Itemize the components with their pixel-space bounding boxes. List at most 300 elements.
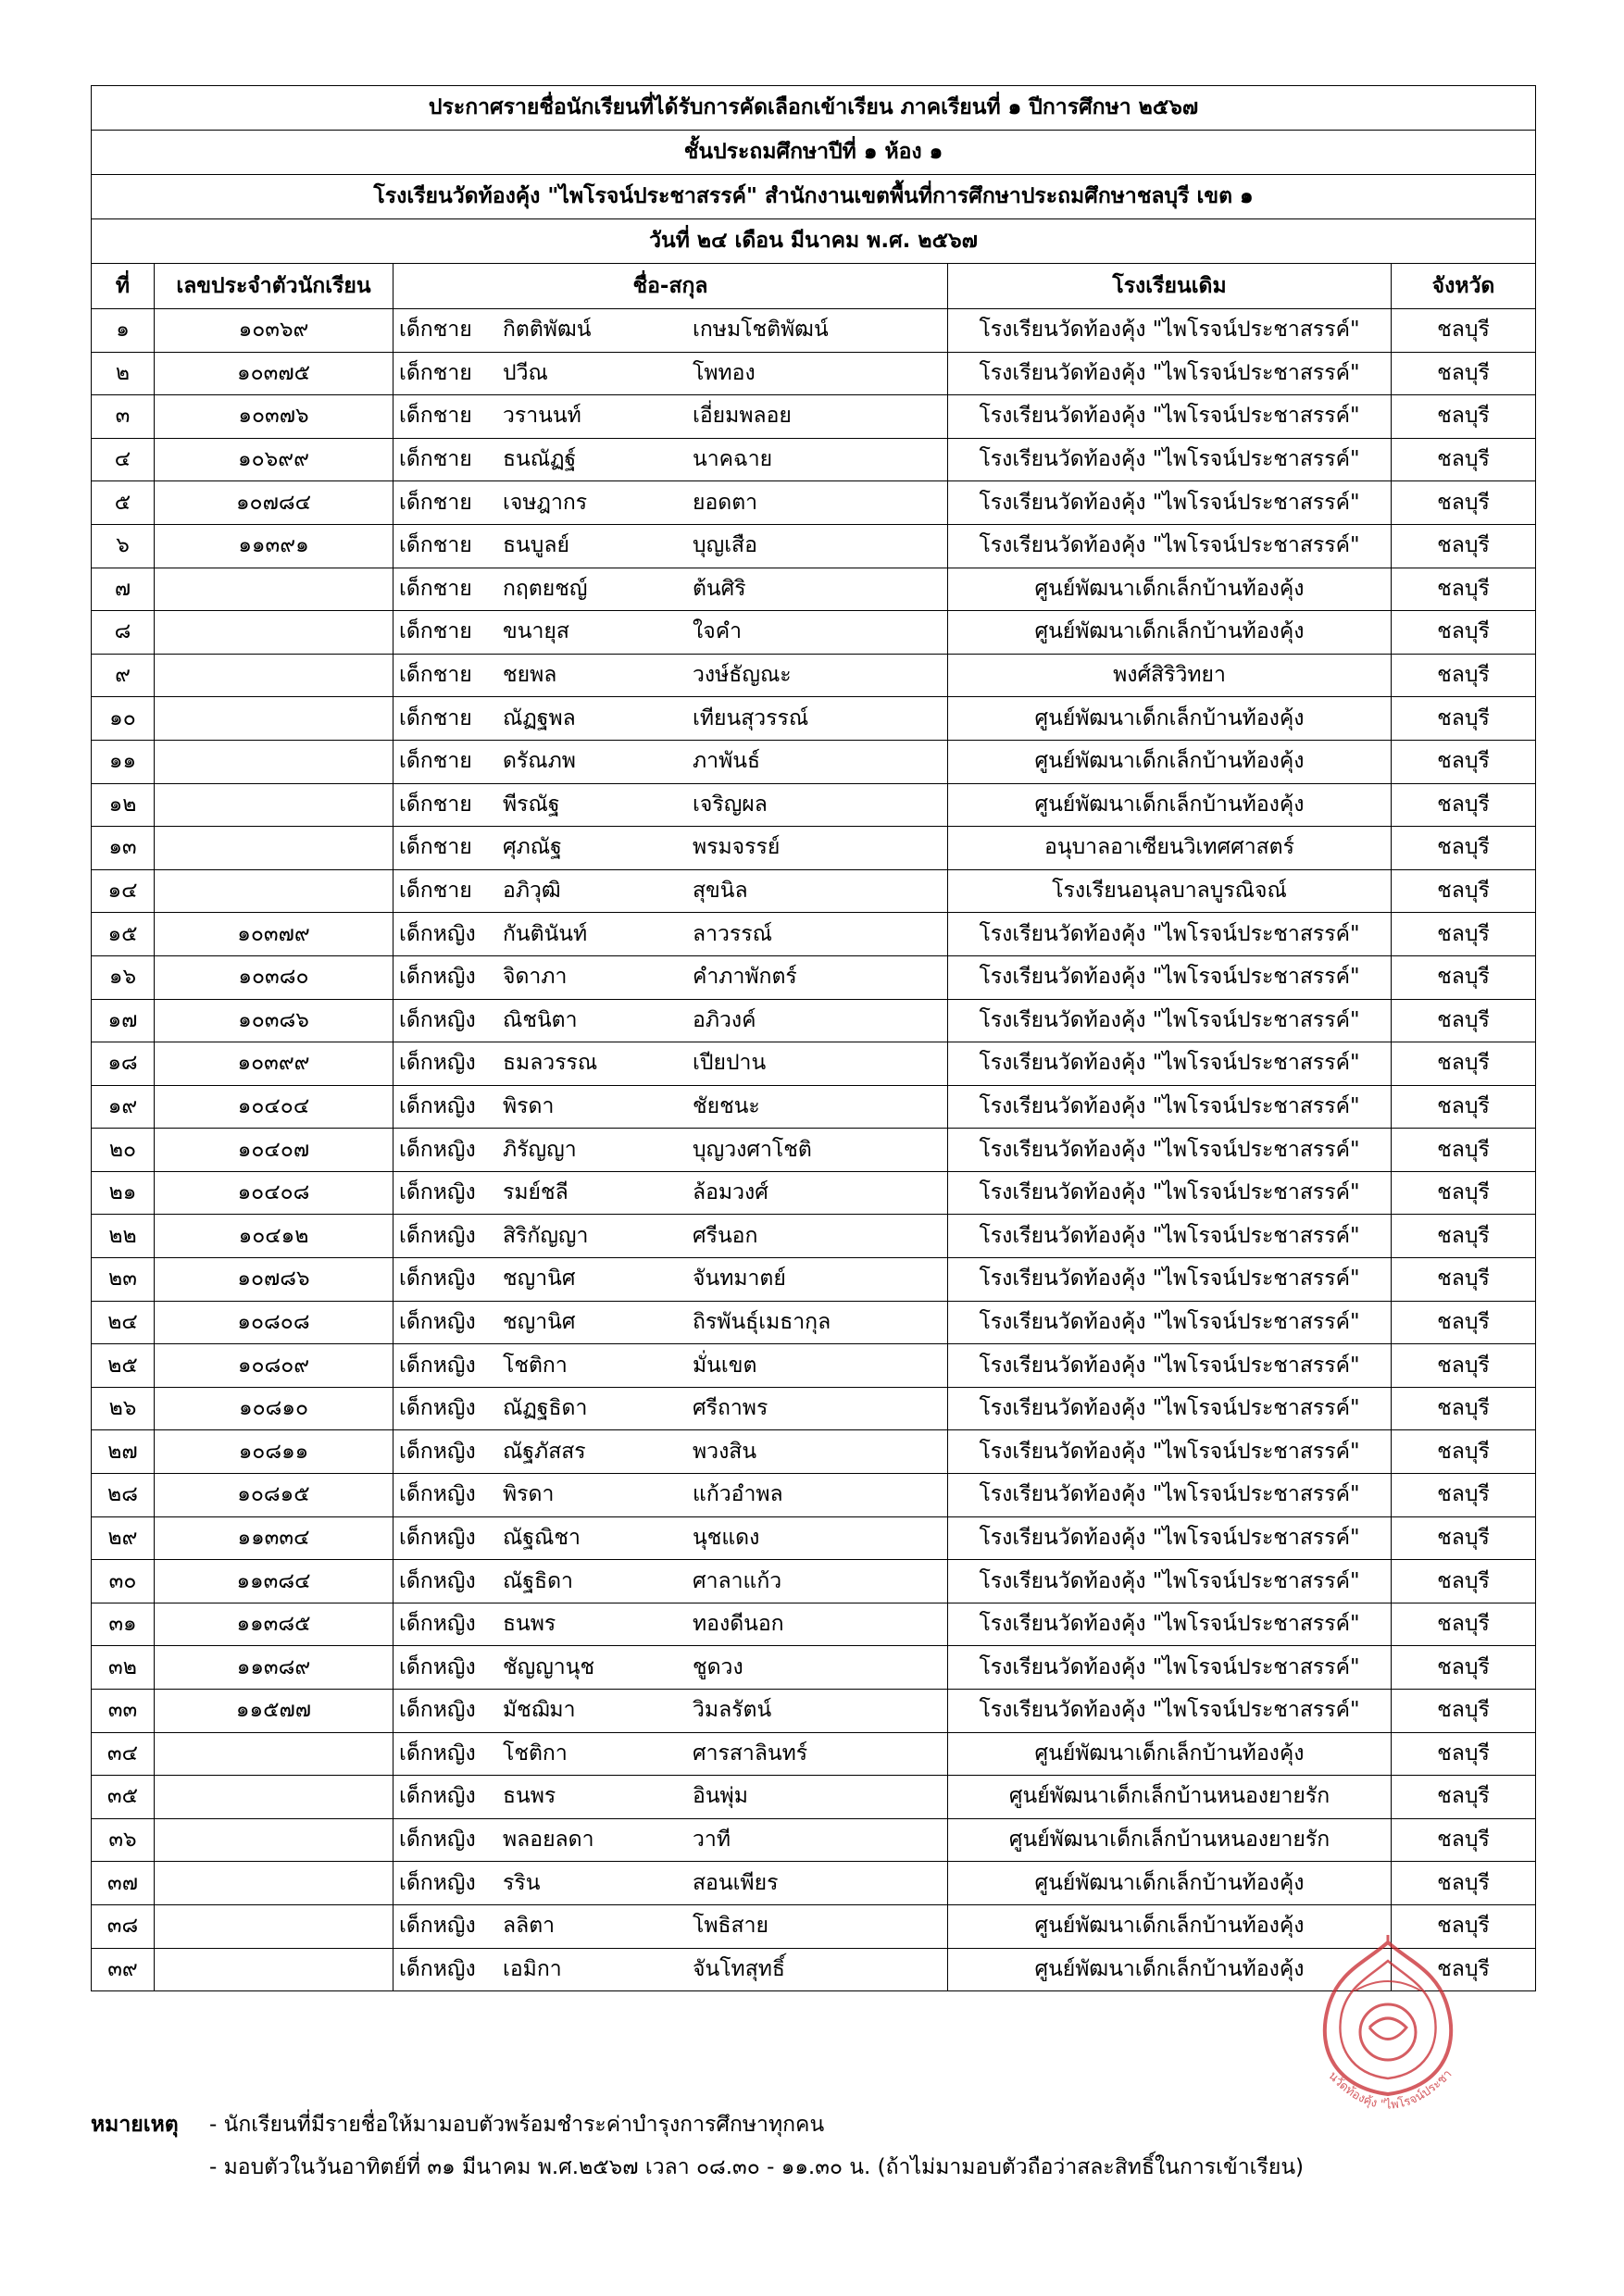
student-name [394,352,948,395]
last-name: ทองดีนอก [693,1612,784,1637]
student-id [155,1948,394,1991]
student-name [394,1474,948,1517]
student-name [394,1344,948,1388]
first-name: ชยพล [503,663,557,688]
table-row [92,611,1536,655]
student-name [394,1948,948,1991]
student-name [394,395,948,439]
previous-school: โรงเรียนวัดท้องคุ้ง "ไพโรจน์ประชาสรรค์" [948,1344,1392,1388]
table-row [92,1690,1536,1733]
first-name: พีรณัฐ [503,792,560,817]
last-name: โพทอง [693,360,756,385]
province: ชลบุรี [1392,1258,1536,1302]
table-row [92,697,1536,741]
table-row [92,1862,1536,1905]
student-id [155,654,394,697]
province: ชลบุรี [1392,697,1536,741]
student-id: ๑๐๔๐๘ [155,1171,394,1215]
student-name [394,524,948,568]
column-header-no: ที่ [92,264,155,309]
last-name: อินพุ่ม [693,1784,748,1809]
table-row [92,352,1536,395]
student-id: ๑๑๓๘๔ [155,1560,394,1603]
province: ชลบุรี [1392,524,1536,568]
province: ชลบุรี [1392,1516,1536,1560]
student-id: ๑๐๗๘๔ [155,481,394,525]
province: ชลบุรี [1392,481,1536,525]
first-name: ศุภณัฐ [503,835,562,860]
first-name: ณัฐภัสสร [503,1439,586,1464]
student-name [394,869,948,913]
student-name [394,1301,948,1344]
student-name [394,481,948,525]
name-prefix: เด็กชาย [399,663,472,688]
table-row [92,524,1536,568]
row-number: ๒๔ [92,1301,155,1344]
name-prefix: เด็กชาย [399,360,472,385]
row-number: ๒๕ [92,1344,155,1388]
table-row [92,1171,1536,1215]
previous-school: โรงเรียนวัดท้องคุ้ง "ไพโรจน์ประชาสรรค์" [948,395,1392,439]
row-number: ๓๗ [92,1862,155,1905]
first-name: สิริกัญญา [503,1223,589,1248]
student-id: ๑๐๓๖๙ [155,309,394,353]
previous-school: ศูนย์พัฒนาเด็กเล็กบ้านท้องคุ้ง [948,783,1392,827]
last-name: ชูดวง [693,1654,743,1679]
student-id: ๑๐๓๗๙ [155,913,394,956]
previous-school: โรงเรียนวัดท้องคุ้ง "ไพโรจน์ประชาสรรค์" [948,1690,1392,1733]
province: ชลบุรี [1392,568,1536,611]
previous-school: โรงเรียนวัดท้องคุ้ง "ไพโรจน์ประชาสรรค์" [948,524,1392,568]
school-seal-icon [1300,1935,1476,2129]
name-prefix: เด็กหญิง [399,1223,476,1248]
table-row [92,1129,1536,1172]
last-name: อภิวงค์ [693,1007,756,1032]
first-name: ณัฏฐพล [503,705,576,730]
student-id [155,1862,394,1905]
row-number: ๑๕ [92,913,155,956]
student-id [155,611,394,655]
previous-school: โรงเรียนวัดท้องคุ้ง "ไพโรจน์ประชาสรรค์" [948,309,1392,353]
first-name: ธนพร [503,1784,556,1809]
province: ชลบุรี [1392,1776,1536,1819]
table-row [92,395,1536,439]
student-id: ๑๐๔๐๔ [155,1085,394,1129]
student-id: ๑๐๘๑๕ [155,1474,394,1517]
last-name: ภาพันธ์ [693,749,760,774]
student-name [394,568,948,611]
province: ชลบุรี [1392,1603,1536,1646]
table-row [92,1732,1536,1776]
first-name: ชญานิศ [503,1309,576,1334]
student-name [394,955,948,999]
province: ชลบุรี [1392,783,1536,827]
previous-school: ศูนย์พัฒนาเด็กเล็กบ้านหนองยายรัก [948,1776,1392,1819]
column-header-student-id: เลขประจำตัวนักเรียน [155,264,394,309]
row-number: ๑๙ [92,1085,155,1129]
first-name: ธนบูลย์ [503,533,569,558]
last-name: ใจคำ [693,619,743,644]
province: ชลบุรี [1392,955,1536,999]
name-prefix: เด็กหญิง [399,1267,476,1292]
row-number: ๓๘ [92,1904,155,1948]
province: ชลบุรี [1392,1387,1536,1430]
name-prefix: เด็กหญิง [399,1525,476,1550]
last-name: สุขนิล [693,879,748,904]
last-name: พวงสิน [693,1439,757,1464]
previous-school: โรงเรียนวัดท้องคุ้ง "ไพโรจน์ประชาสรรค์" [948,352,1392,395]
previous-school: โรงเรียนวัดท้องคุ้ง "ไพโรจน์ประชาสรรค์" [948,1474,1392,1517]
student-id: ๑๑๓๓๔ [155,1516,394,1560]
first-name: มัชฌิมา [503,1698,576,1723]
student-name [394,1646,948,1690]
first-name: ณัฏฐธิดา [503,1396,588,1421]
student-id [155,827,394,870]
row-number: ๓๓ [92,1690,155,1733]
table-row [92,1301,1536,1344]
province: ชลบุรี [1392,1690,1536,1733]
column-header-previous-school: โรงเรียนเดิม [948,264,1392,309]
province: ชลบุรี [1392,1862,1536,1905]
student-id [155,1732,394,1776]
last-name: วงษ์ธัญณะ [693,663,792,688]
table-row [92,1387,1536,1430]
student-id [155,1818,394,1862]
table-row [92,1560,1536,1603]
class-level: ชั้นประถมศึกษาปีที่ ๑ ห้อง ๑ [92,131,1536,175]
first-name: ลลิตา [503,1914,556,1939]
name-prefix: เด็กหญิง [399,1870,476,1895]
name-prefix: เด็กหญิง [399,1956,476,1981]
student-name [394,654,948,697]
name-prefix: เด็กชาย [399,318,472,343]
last-name: บุญวงศาโชติ [693,1137,812,1162]
student-id: ๑๐๓๙๙ [155,1042,394,1086]
student-id: ๑๐๘๑๐ [155,1387,394,1430]
name-prefix: เด็กชาย [399,749,472,774]
province: ชลบุรี [1392,1042,1536,1086]
previous-school: ศูนย์พัฒนาเด็กเล็กบ้านท้องคุ้ง [948,1904,1392,1948]
previous-school: โรงเรียนวัดท้องคุ้ง "ไพโรจน์ประชาสรรค์" [948,1215,1392,1258]
table-row [92,1430,1536,1474]
previous-school: ศูนย์พัฒนาเด็กเล็กบ้านท้องคุ้ง [948,1948,1392,1991]
previous-school: โรงเรียนวัดท้องคุ้ง "ไพโรจน์ประชาสรรค์" [948,481,1392,525]
student-id: ๑๐๓๘๖ [155,999,394,1042]
student-id [155,783,394,827]
table-row [92,1776,1536,1819]
previous-school: โรงเรียนวัดท้องคุ้ง "ไพโรจน์ประชาสรรค์" [948,1042,1392,1086]
note-line-1: - นักเรียนที่มีรายชื่อให้มามอบตัวพร้อมชำระค่าบำรุงการศึกษาทุกคน [209,2112,825,2137]
last-name: จันทมาตย์ [693,1267,786,1292]
last-name: แก้วอำพล [693,1482,783,1507]
name-prefix: เด็กหญิง [399,1093,476,1118]
student-id [155,740,394,783]
student-name [394,1171,948,1215]
row-number: ๗ [92,568,155,611]
table-row [92,1085,1536,1129]
name-prefix: เด็กหญิง [399,1051,476,1076]
previous-school: โรงเรียนวัดท้องคุ้ง "ไพโรจน์ประชาสรรค์" [948,1516,1392,1560]
row-number: ๒๒ [92,1215,155,1258]
table-row [92,913,1536,956]
previous-school: โรงเรียนวัดท้องคุ้ง "ไพโรจน์ประชาสรรค์" [948,438,1392,481]
last-name: นุชแดง [693,1525,760,1550]
table-row [92,1516,1536,1560]
row-number: ๒๙ [92,1516,155,1560]
student-id: ๑๐๓๘๐ [155,955,394,999]
table-row [92,955,1536,999]
table-row [92,740,1536,783]
first-name: ณัฐณิชา [503,1525,581,1550]
table-row [92,1258,1536,1302]
first-name: ชัญญานุช [503,1654,595,1679]
province: ชลบุรี [1392,1171,1536,1215]
last-name: ยอดตา [693,490,758,515]
province: ชลบุรี [1392,1948,1536,1991]
row-number: ๑ [92,309,155,353]
table-row [92,1818,1536,1862]
student-name [394,1085,948,1129]
name-prefix: เด็กชาย [399,619,472,644]
previous-school: โรงเรียนวัดท้องคุ้ง "ไพโรจน์ประชาสรรค์" [948,1646,1392,1690]
previous-school: โรงเรียนวัดท้องคุ้ง "ไพโรจน์ประชาสรรค์" [948,1085,1392,1129]
previous-school: ศูนย์พัฒนาเด็กเล็กบ้านท้องคุ้ง [948,611,1392,655]
previous-school: โรงเรียนวัดท้องคุ้ง "ไพโรจน์ประชาสรรค์" [948,1387,1392,1430]
row-number: ๖ [92,524,155,568]
province: ชลบุรี [1392,1129,1536,1172]
row-number: ๑๓ [92,827,155,870]
student-name [394,1430,948,1474]
student-name [394,1732,948,1776]
province: ชลบุรี [1392,1904,1536,1948]
student-id: ๑๐๗๘๖ [155,1258,394,1302]
last-name: ศรีถาพร [693,1396,768,1421]
first-name: รมย์ชลี [503,1180,568,1205]
student-id [155,697,394,741]
row-number: ๓๑ [92,1603,155,1646]
last-name: เอี่ยมพลอย [693,404,792,429]
table-row [92,827,1536,870]
table-row [92,1344,1536,1388]
student-id: ๑๑๓๙๑ [155,524,394,568]
previous-school: โรงเรียนวัดท้องคุ้ง "ไพโรจน์ประชาสรรค์" [948,1430,1392,1474]
notes-label: หมายเหตุ [91,2112,179,2137]
first-name: ณิชนิตา [503,1007,578,1032]
first-name: อภิวุฒิ [503,879,561,904]
previous-school: พงศ์สิริวิทยา [948,654,1392,697]
announcement-sheet [91,85,1535,1991]
table-row [92,568,1536,611]
row-number: ๓๕ [92,1776,155,1819]
name-prefix: เด็กหญิง [399,1137,476,1162]
previous-school: โรงเรียนวัดท้องคุ้ง "ไพโรจน์ประชาสรรค์" [948,1560,1392,1603]
province: ชลบุรี [1392,438,1536,481]
last-name: โพธิสาย [693,1914,768,1939]
last-name: เทียนสุวรรณ์ [693,705,809,730]
name-prefix: เด็กชาย [399,879,472,904]
row-number: ๑๘ [92,1042,155,1086]
student-table [91,85,1536,1991]
name-prefix: เด็กชาย [399,533,472,558]
student-name [394,827,948,870]
province: ชลบุรี [1392,1301,1536,1344]
previous-school: ศูนย์พัฒนาเด็กเล็กบ้านท้องคุ้ง [948,1862,1392,1905]
first-name: พิรดา [503,1093,555,1118]
previous-school: ศูนย์พัฒนาเด็กเล็กบ้านหนองยายรัก [948,1818,1392,1862]
student-id [155,1776,394,1819]
previous-school: ศูนย์พัฒนาเด็กเล็กบ้านท้องคุ้ง [948,697,1392,741]
student-id: ๑๐๔๐๗ [155,1129,394,1172]
student-id: ๑๐๘๐๙ [155,1344,394,1388]
previous-school: โรงเรียนวัดท้องคุ้ง "ไพโรจน์ประชาสรรค์" [948,1258,1392,1302]
row-number: ๘ [92,611,155,655]
province: ชลบุรี [1392,913,1536,956]
last-name: ต้นศิริ [693,576,746,601]
name-prefix: เด็กหญิง [399,1612,476,1637]
table-row [92,1646,1536,1690]
first-name: ดรัณภพ [503,749,576,774]
first-name: พิรดา [503,1482,555,1507]
row-number: ๒๐ [92,1129,155,1172]
previous-school: โรงเรียนวัดท้องคุ้ง "ไพโรจน์ประชาสรรค์" [948,955,1392,999]
student-name [394,309,948,353]
table-row [92,1603,1536,1646]
name-prefix: เด็กชาย [399,792,472,817]
row-number: ๔ [92,438,155,481]
last-name: พรมจรรย์ [693,835,781,860]
province: ชลบุรี [1392,352,1536,395]
province: ชลบุรี [1392,309,1536,353]
student-name [394,1818,948,1862]
row-number: ๙ [92,654,155,697]
last-name: จันโทสุทธิ์ [693,1956,785,1981]
last-name: ชัยชนะ [693,1093,760,1118]
student-name [394,1560,948,1603]
first-name: ธนพร [503,1612,556,1637]
first-name: โชติกา [503,1353,568,1378]
province: ชลบุรี [1392,1646,1536,1690]
province: ชลบุรี [1392,1732,1536,1776]
row-number: ๓๖ [92,1818,155,1862]
name-prefix: เด็กหญิง [399,1698,476,1723]
name-prefix: เด็กชาย [399,447,472,472]
last-name: บุญเสือ [693,533,757,558]
student-id: ๑๑๕๗๗ [155,1690,394,1733]
student-name [394,1042,948,1086]
name-prefix: เด็กหญิง [399,1784,476,1809]
row-number: ๓๒ [92,1646,155,1690]
note-line-2: - มอบตัวในวันอาทิตย์ที่ ๓๑ มีนาคม พ.ศ.๒๕๖๗ เวลา ๐๘.๓๐ - ๑๑.๓๐ น. (ถ้าไม่มามอบตัวถือว่าสละสิทธิ์ในการเข้าเรียน) [209,2154,1305,2179]
student-name [394,913,948,956]
province: ชลบุรี [1392,1560,1536,1603]
student-name [394,1258,948,1302]
row-number: ๕ [92,481,155,525]
student-name [394,1690,948,1733]
last-name: เจริญผล [693,792,768,817]
student-name [394,697,948,741]
previous-school: โรงเรียนวัดท้องคุ้ง "ไพโรจน์ประชาสรรค์" [948,1171,1392,1215]
notes-section [91,2103,1304,2189]
student-id: ๑๐๔๑๒ [155,1215,394,1258]
first-name: ปวีณ [503,360,548,385]
name-prefix: เด็กหญิง [399,921,476,946]
name-prefix: เด็กหญิง [399,965,476,990]
province: ชลบุรี [1392,740,1536,783]
student-name [394,1516,948,1560]
first-name: พลอยลดา [503,1828,594,1853]
student-id [155,1904,394,1948]
student-id: ๑๑๓๘๕ [155,1603,394,1646]
previous-school: ศูนย์พัฒนาเด็กเล็กบ้านท้องคุ้ง [948,740,1392,783]
province: ชลบุรี [1392,1474,1536,1517]
student-name [394,999,948,1042]
province: ชลบุรี [1392,999,1536,1042]
name-prefix: เด็กหญิง [399,1568,476,1593]
last-name: ศาลาแก้ว [693,1568,782,1593]
student-id: ๑๐๓๗๕ [155,352,394,395]
name-prefix: เด็กหญิง [399,1741,476,1766]
row-number: ๑๖ [92,955,155,999]
province: ชลบุรี [1392,1215,1536,1258]
previous-school: โรงเรียนวัดท้องคุ้ง "ไพโรจน์ประชาสรรค์" [948,1129,1392,1172]
first-name: กิตติพัฒน์ [503,318,592,343]
table-row [92,1474,1536,1517]
last-name: เกษมโชติพัฒน์ [693,318,829,343]
student-id [155,568,394,611]
student-id: ๑๐๘๑๑ [155,1430,394,1474]
student-name [394,1215,948,1258]
previous-school: โรงเรียนวัดท้องคุ้ง "ไพโรจน์ประชาสรรค์" [948,999,1392,1042]
first-name: ธมลวรรณ [503,1051,598,1076]
table-row [92,438,1536,481]
student-name [394,783,948,827]
last-name: ถิรพันธุ์เมธากุล [693,1309,831,1334]
row-number: ๓๐ [92,1560,155,1603]
name-prefix: เด็กหญิง [399,1828,476,1853]
previous-school: ศูนย์พัฒนาเด็กเล็กบ้านท้องคุ้ง [948,568,1392,611]
student-name [394,438,948,481]
name-prefix: เด็กชาย [399,490,472,515]
first-name: กันตินันท์ [503,921,588,946]
student-name [394,1862,948,1905]
last-name: ล้อมวงศ์ [693,1180,768,1205]
last-name: ลาวรรณ์ [693,921,772,946]
column-header-name: ชื่อ-สกุล [394,264,948,309]
table-row [92,869,1536,913]
province: ชลบุรี [1392,869,1536,913]
student-name [394,1776,948,1819]
first-name: รริน [503,1870,541,1895]
last-name: เปียปาน [693,1051,767,1076]
row-number: ๒ [92,352,155,395]
province: ชลบุรี [1392,827,1536,870]
province: ชลบุรี [1392,611,1536,655]
previous-school: โรงเรียนวัดท้องคุ้ง "ไพโรจน์ประชาสรรค์" [948,1301,1392,1344]
table-row [92,999,1536,1042]
last-name: คำภาพักตร์ [693,965,797,990]
row-number: ๒๘ [92,1474,155,1517]
last-name: มั่นเขต [693,1353,757,1378]
province: ชลบุรี [1392,1344,1536,1388]
announcement-title: ประกาศรายชื่อนักเรียนที่ได้รับการคัดเลือกเข้าเรียน ภาคเรียนที่ ๑ ปีการศึกษา ๒๕๖๗ [92,86,1536,131]
name-prefix: เด็กชาย [399,404,472,429]
student-name [394,1387,948,1430]
table-row [92,1215,1536,1258]
table-row [92,783,1536,827]
name-prefix: เด็กชาย [399,576,472,601]
student-name [394,1129,948,1172]
row-number: ๑๐ [92,697,155,741]
